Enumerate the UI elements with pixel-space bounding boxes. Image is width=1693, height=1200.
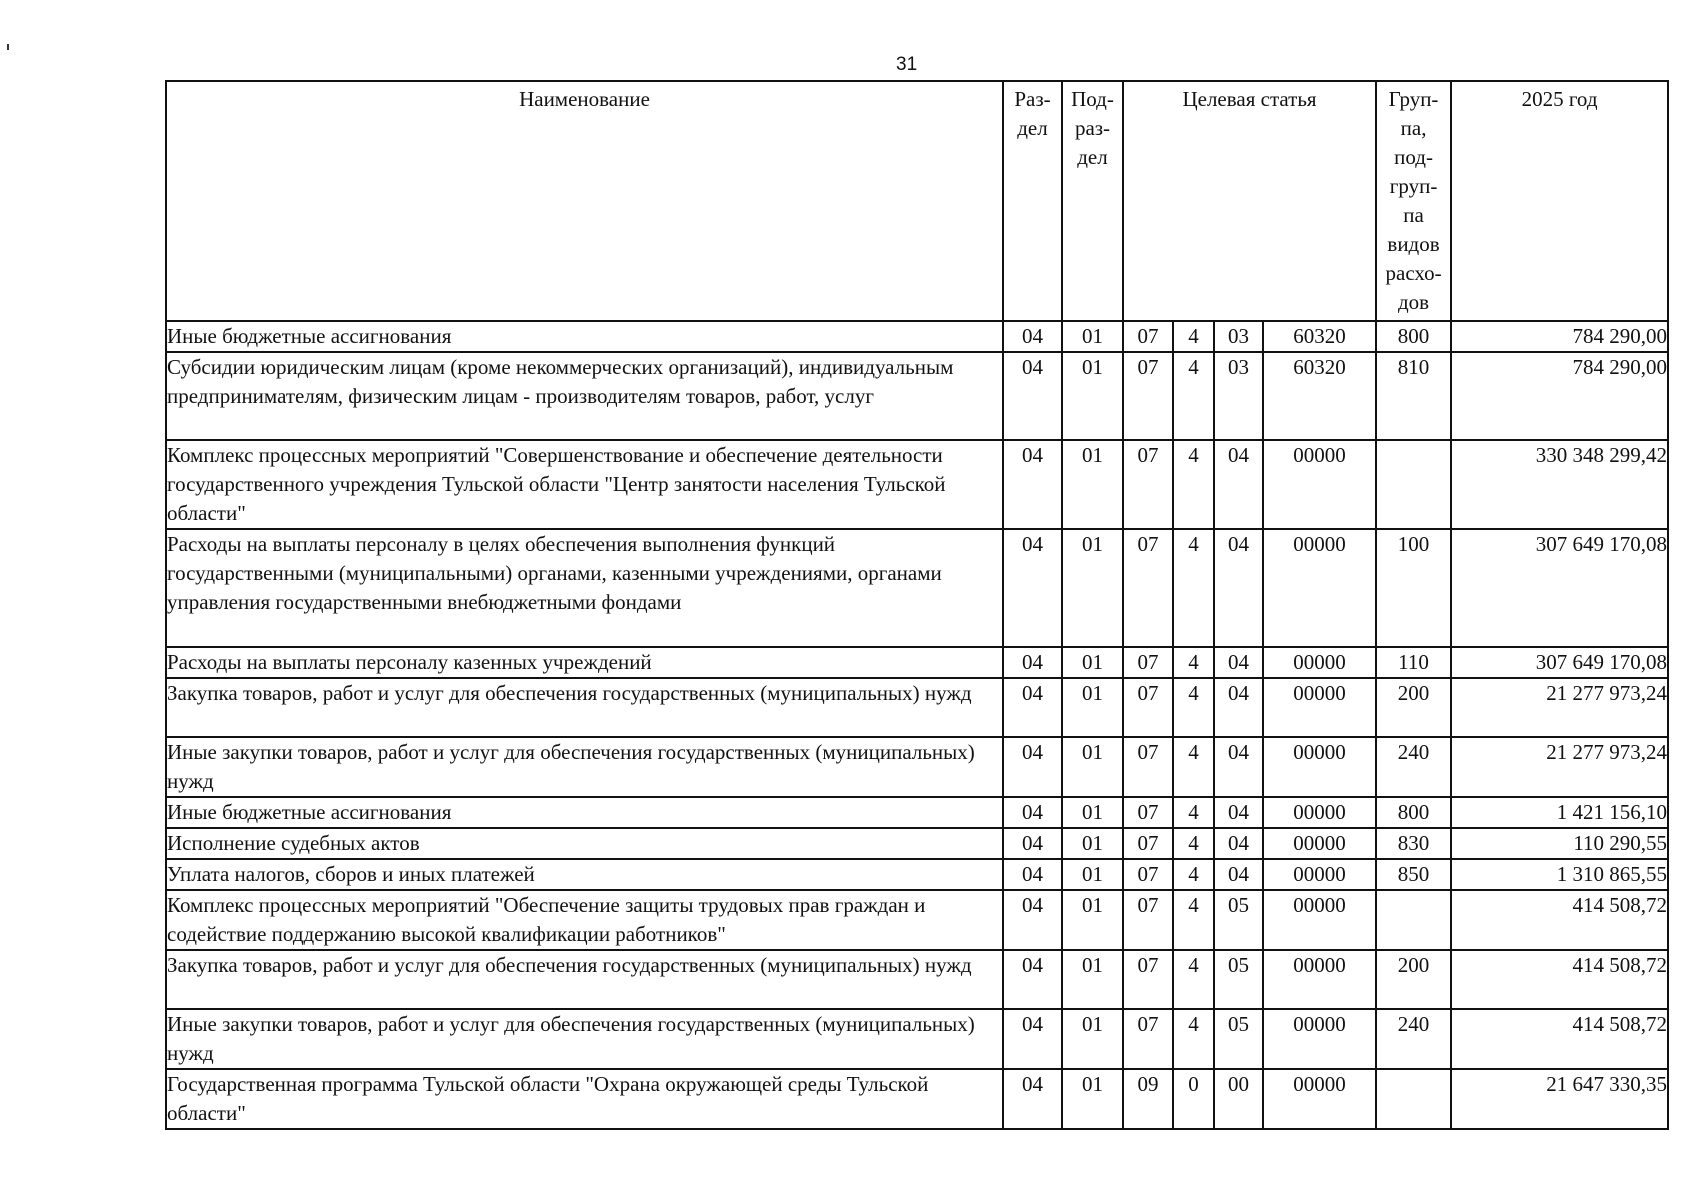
row-expense-group: 110 [1376,647,1451,678]
row-target-direction: 60320 [1263,352,1376,440]
row-target-direction: 60320 [1263,321,1376,352]
row-podrazdel: 01 [1062,828,1123,859]
row-target-program: 09 [1123,1069,1173,1129]
row-target-type: 4 [1173,737,1214,797]
row-target-program: 07 [1123,440,1173,529]
row-target-program: 07 [1123,859,1173,890]
row-amount-2025: 21 277 973,24 [1451,737,1668,797]
scan-mark [7,44,9,50]
header-target-article: Целевая статья [1123,81,1376,321]
table-row [166,890,1668,950]
budget-table [165,80,1669,1130]
row-target-direction: 00000 [1263,1009,1376,1069]
row-target-type: 4 [1173,678,1214,737]
header-name: Наименование [166,81,1003,321]
row-target-complex: 03 [1214,352,1263,440]
row-name: Иные закупки товаров, работ и услуг для обеспечения государственных (муниципальных) нужд [166,1009,1003,1069]
row-target-program: 07 [1123,950,1173,1009]
row-target-type: 4 [1173,529,1214,647]
row-razdel: 04 [1003,1069,1062,1129]
row-name: Иные бюджетные ассигнования [166,321,1003,352]
row-target-program: 07 [1123,647,1173,678]
table-row [166,1069,1668,1129]
row-expense-group: 240 [1376,1009,1451,1069]
table-row [166,828,1668,859]
row-amount-2025: 414 508,72 [1451,890,1668,950]
row-target-direction: 00000 [1263,890,1376,950]
row-razdel: 04 [1003,890,1062,950]
row-name: Субсидии юридическим лицам (кроме некоммерческих организаций), индивидуальным предпринимателям, физическим лицам - производителям товаров, работ, услуг [166,352,1003,440]
row-amount-2025: 784 290,00 [1451,321,1668,352]
row-podrazdel: 01 [1062,737,1123,797]
row-target-complex: 04 [1214,859,1263,890]
row-target-program: 07 [1123,1009,1173,1069]
row-amount-2025: 307 649 170,08 [1451,529,1668,647]
row-target-type: 4 [1173,797,1214,828]
row-target-complex: 04 [1214,647,1263,678]
table-row [166,859,1668,890]
row-amount-2025: 1 310 865,55 [1451,859,1668,890]
row-expense-group [1376,1069,1451,1129]
row-target-direction: 00000 [1263,737,1376,797]
row-target-complex: 04 [1214,737,1263,797]
row-target-complex: 05 [1214,890,1263,950]
row-podrazdel: 01 [1062,529,1123,647]
row-name: Закупка товаров, работ и услуг для обеспечения государственных (муниципальных) нужд [166,950,1003,1009]
row-name: Закупка товаров, работ и услуг для обеспечения государственных (муниципальных) нужд [166,678,1003,737]
row-podrazdel: 01 [1062,890,1123,950]
row-expense-group: 200 [1376,950,1451,1009]
row-target-program: 07 [1123,352,1173,440]
row-razdel: 04 [1003,352,1062,440]
row-podrazdel: 01 [1062,1069,1123,1129]
row-target-type: 4 [1173,859,1214,890]
row-target-direction: 00000 [1263,529,1376,647]
row-razdel: 04 [1003,647,1062,678]
row-target-direction: 00000 [1263,797,1376,828]
row-amount-2025: 110 290,55 [1451,828,1668,859]
row-target-direction: 00000 [1263,1069,1376,1129]
row-target-type: 4 [1173,1009,1214,1069]
row-expense-group: 850 [1376,859,1451,890]
row-name: Комплекс процессных мероприятий "Совершенствование и обеспечение деятельности государственного учреждения Тульской области "Центр занятости населения Тульской области" [166,440,1003,529]
row-amount-2025: 414 508,72 [1451,1009,1668,1069]
row-target-direction: 00000 [1263,828,1376,859]
row-razdel: 04 [1003,828,1062,859]
row-target-direction: 00000 [1263,678,1376,737]
row-target-complex: 05 [1214,1009,1263,1069]
table-row [166,737,1668,797]
row-amount-2025: 21 647 330,35 [1451,1069,1668,1129]
row-name: Исполнение судебных актов [166,828,1003,859]
table-row [166,352,1668,440]
row-podrazdel: 01 [1062,440,1123,529]
row-target-complex: 03 [1214,321,1263,352]
row-razdel: 04 [1003,797,1062,828]
row-razdel: 04 [1003,1009,1062,1069]
row-target-complex: 04 [1214,828,1263,859]
row-target-type: 4 [1173,440,1214,529]
row-target-direction: 00000 [1263,647,1376,678]
row-target-type: 4 [1173,321,1214,352]
row-target-complex: 04 [1214,440,1263,529]
row-podrazdel: 01 [1062,1009,1123,1069]
row-target-program: 07 [1123,828,1173,859]
table-row [166,678,1668,737]
row-target-complex: 00 [1214,1069,1263,1129]
row-podrazdel: 01 [1062,678,1123,737]
table-row [166,797,1668,828]
row-razdel: 04 [1003,440,1062,529]
row-razdel: 04 [1003,950,1062,1009]
table-row [166,321,1668,352]
row-amount-2025: 307 649 170,08 [1451,647,1668,678]
header-expense-group: Груп- па, под- груп- па видов расхо- дов [1376,81,1451,321]
table-row [166,440,1668,529]
row-target-program: 07 [1123,678,1173,737]
row-expense-group: 200 [1376,678,1451,737]
row-expense-group: 830 [1376,828,1451,859]
row-expense-group: 810 [1376,352,1451,440]
table-header-row [166,81,1668,321]
row-expense-group [1376,440,1451,529]
row-name: Расходы на выплаты персоналу казенных учреждений [166,647,1003,678]
table-row [166,950,1668,1009]
table-row [166,647,1668,678]
row-razdel: 04 [1003,737,1062,797]
row-amount-2025: 414 508,72 [1451,950,1668,1009]
row-amount-2025: 784 290,00 [1451,352,1668,440]
row-name: Уплата налогов, сборов и иных платежей [166,859,1003,890]
row-podrazdel: 01 [1062,950,1123,1009]
row-razdel: 04 [1003,859,1062,890]
row-razdel: 04 [1003,529,1062,647]
row-razdel: 04 [1003,321,1062,352]
row-target-direction: 00000 [1263,440,1376,529]
row-name: Иные бюджетные ассигнования [166,797,1003,828]
header-podrazdel: Под- раз- дел [1062,81,1123,321]
row-target-program: 07 [1123,737,1173,797]
row-target-program: 07 [1123,797,1173,828]
row-expense-group: 800 [1376,321,1451,352]
row-podrazdel: 01 [1062,797,1123,828]
row-target-type: 4 [1173,890,1214,950]
row-target-type: 4 [1173,647,1214,678]
row-name: Расходы на выплаты персоналу в целях обеспечения выполнения функций государственными (муниципальными) органами, казенными учреждениями, органами управления государственными внебюджетными фондами [166,529,1003,647]
header-razdel: Раз- дел [1003,81,1062,321]
table-row [166,529,1668,647]
row-target-direction: 00000 [1263,950,1376,1009]
row-target-complex: 04 [1214,678,1263,737]
row-expense-group [1376,890,1451,950]
row-name: Государственная программа Тульской области "Охрана окружающей среды Тульской области" [166,1069,1003,1129]
row-expense-group: 240 [1376,737,1451,797]
row-razdel: 04 [1003,678,1062,737]
row-target-type: 4 [1173,950,1214,1009]
table-row [166,1009,1668,1069]
row-podrazdel: 01 [1062,352,1123,440]
row-name: Комплекс процессных мероприятий "Обеспечение защиты трудовых прав граждан и содействие поддержанию высокой квалификации работников" [166,890,1003,950]
row-expense-group: 100 [1376,529,1451,647]
row-expense-group: 800 [1376,797,1451,828]
row-target-program: 07 [1123,529,1173,647]
row-amount-2025: 330 348 299,42 [1451,440,1668,529]
row-podrazdel: 01 [1062,647,1123,678]
row-target-complex: 04 [1214,529,1263,647]
row-amount-2025: 21 277 973,24 [1451,678,1668,737]
row-target-complex: 05 [1214,950,1263,1009]
page-number: 31 [896,54,918,75]
row-target-type: 4 [1173,352,1214,440]
row-target-complex: 04 [1214,797,1263,828]
row-target-program: 07 [1123,321,1173,352]
row-target-direction: 00000 [1263,859,1376,890]
header-year-2025: 2025 год [1451,81,1668,321]
row-amount-2025: 1 421 156,10 [1451,797,1668,828]
row-podrazdel: 01 [1062,859,1123,890]
row-name: Иные закупки товаров, работ и услуг для обеспечения государственных (муниципальных) нужд [166,737,1003,797]
row-target-type: 4 [1173,828,1214,859]
row-target-program: 07 [1123,890,1173,950]
row-podrazdel: 01 [1062,321,1123,352]
row-target-type: 0 [1173,1069,1214,1129]
